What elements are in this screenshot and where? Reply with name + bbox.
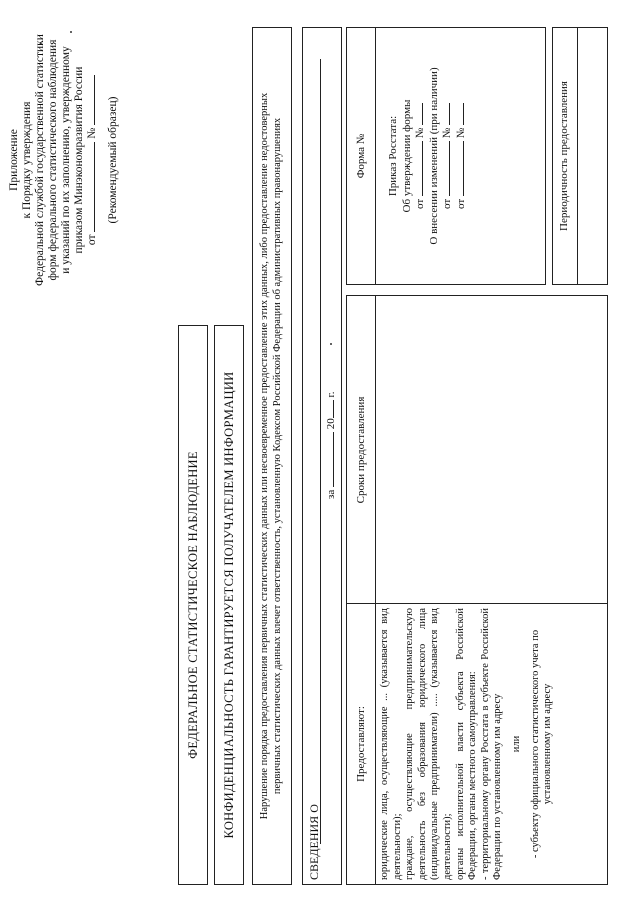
approval-form-label: Об утверждении формы: [400, 99, 413, 213]
form-order-block: [387, 32, 468, 280]
sample-note: (Рекомендуемый образец): [107, 96, 119, 224]
approval-line: форм федерального статистического наблюдения: [47, 39, 59, 281]
number-label: №: [454, 127, 467, 139]
number-label: №: [441, 127, 453, 139]
violation-line: Нарушение порядка предоставления первичных статистических данных или несвоевременное предоставление этих данных, либо предоставление недостоверных: [259, 92, 270, 820]
violation-warning-box: [252, 27, 292, 885]
number-label: №: [414, 127, 426, 139]
period-prefix: за: [325, 489, 337, 499]
changes-date: [441, 32, 455, 280]
rosstat-order: Приказ Росстата:: [387, 115, 399, 197]
info-blank: [307, 59, 321, 844]
approval-line: и указаний по их заполнению, утвержденному: [60, 46, 72, 274]
date-blank: [449, 141, 450, 196]
submitters-list: [379, 608, 555, 880]
from-label: от: [454, 198, 467, 209]
column-header-submitters: Предоставляют:: [355, 706, 367, 782]
confidentiality-title: КОНФИДЕНЦИАЛЬНОСТЬ ГАРАНТИРУЕТСЯ ПОЛУЧАТЕЛЕМ ИНФОРМАЦИИ: [222, 371, 236, 839]
approval-block: [8, 15, 120, 305]
submitter-alt: - субъекту официального статистического учета по установленному им адресу: [529, 629, 554, 859]
period-blank: [333, 432, 334, 487]
federal-observation-box: [178, 325, 208, 885]
from-label: от: [414, 198, 426, 209]
date-blank: [463, 141, 464, 196]
number-blank: [94, 75, 95, 125]
approval-line: Приложение: [8, 129, 20, 191]
confidentiality-box: [214, 325, 244, 885]
period-year: 20: [325, 418, 337, 430]
periodicity-header: Периодичность предоставления: [558, 81, 570, 231]
info-label: СВЕДЕНИЯ О: [307, 804, 321, 880]
periodicity-divider: [577, 28, 578, 284]
approval-line: Федеральной службой государственной статистики: [34, 34, 46, 286]
form-number-header: Форма №: [355, 133, 367, 179]
info-box: [302, 27, 342, 885]
number-label: №: [86, 127, 98, 139]
date-blank: [94, 142, 95, 232]
period-line: [325, 391, 337, 499]
from-label: от: [441, 198, 453, 209]
table-row-divider: [375, 296, 376, 884]
submitter-item: - территориальному органу Росстата в субъекте Российской Федерации по установленному им адресу: [479, 608, 504, 880]
number-blank: [449, 103, 450, 125]
date-blank: [422, 141, 423, 196]
number-blank: [422, 103, 423, 125]
changes-label: О внесении изменений (при наличии): [427, 67, 440, 245]
submitter-item: органы исполнительной власти субъекта Российской Федерации, органы местного самоуправления:: [454, 608, 479, 880]
approval-line: приказом Минэкономразвития России: [73, 66, 85, 254]
year-blank: [333, 400, 334, 418]
federal-observation-title: ФЕДЕРАЛЬНОЕ СТАТИСТИЧЕСКОЕ НАБЛЮДЕНИЕ: [186, 451, 200, 759]
column-header-deadline: Сроки предоставления: [355, 396, 367, 504]
approval-date-line: [86, 15, 99, 305]
period-suffix: г.: [325, 391, 337, 398]
changes-date: [455, 32, 469, 280]
approval-line: к Порядку утверждения: [21, 101, 33, 219]
form-number-box: [346, 27, 546, 285]
number-blank: [463, 103, 464, 125]
submission-table: [346, 295, 608, 885]
submitter-item: граждане, осуществляющие предпринимательскую деятельность без образования юридического лица (индивидуальные предприниматели) ..... (указывается вид деятельности);: [404, 608, 453, 880]
periodicity-box: [552, 27, 608, 285]
approval-form-date: [414, 32, 428, 280]
violation-line: первичных статистических данных влечет ответственность, установленную Кодексом Российской Федерации об административных правонарушениях: [271, 117, 283, 795]
from-label: от: [86, 234, 98, 246]
table-column-divider: [347, 603, 607, 604]
submitter-item: юридические лица, осуществляющие ... (указывается вид деятельности);: [379, 608, 403, 880]
or-word: или: [510, 735, 522, 753]
form-header-divider: [375, 28, 376, 284]
